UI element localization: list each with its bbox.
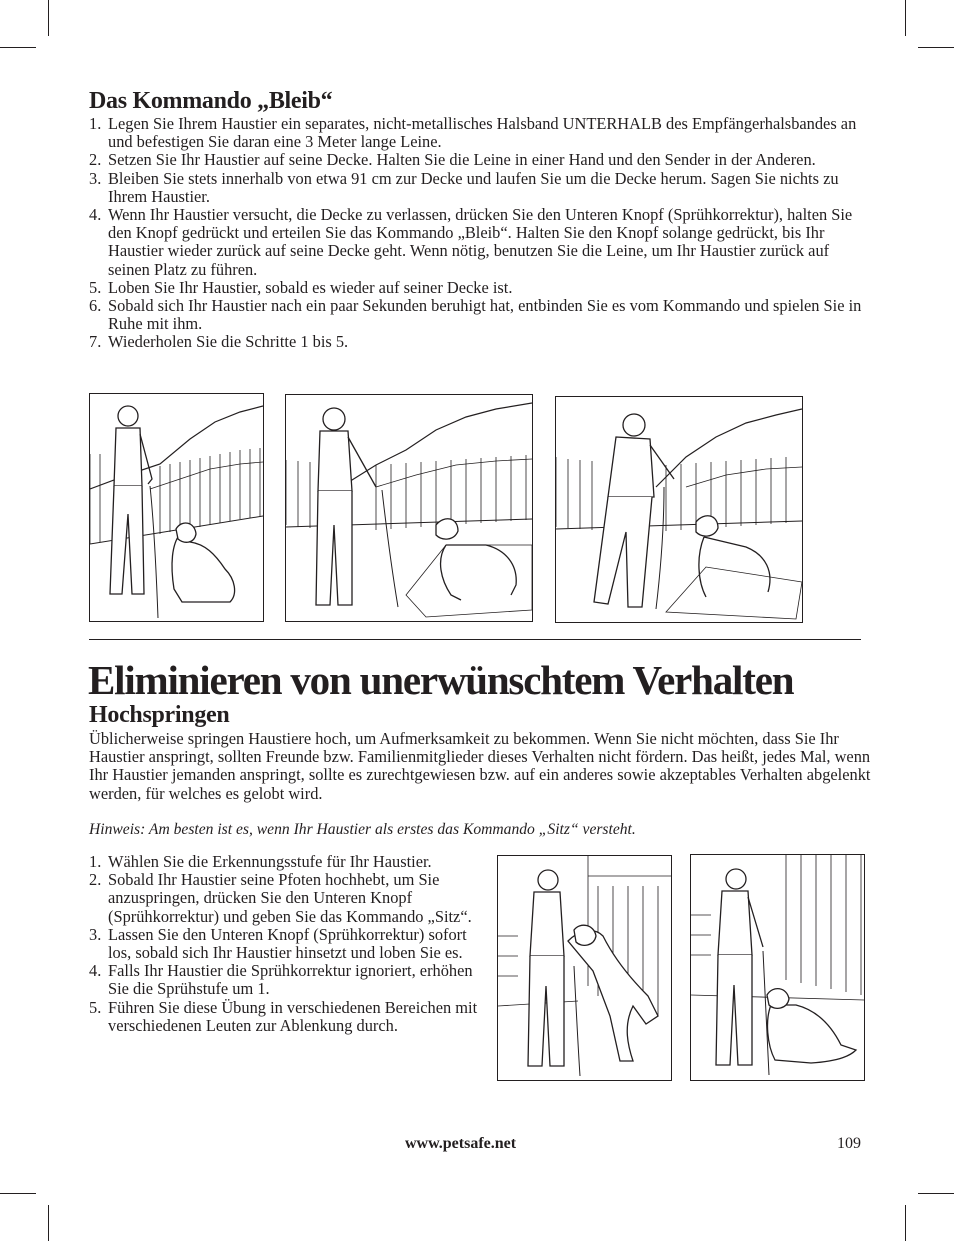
page-number: 109 bbox=[837, 1135, 861, 1152]
list-item bbox=[89, 206, 869, 279]
step-text: Wiederholen Sie die Schritte 1 bis 5. bbox=[108, 332, 349, 352]
list-item bbox=[89, 151, 869, 169]
illustration-stay-2 bbox=[285, 394, 533, 622]
list-item bbox=[89, 279, 869, 297]
subheading-hochspringen: Hochspringen bbox=[89, 702, 230, 728]
list-item bbox=[89, 926, 484, 962]
crop-mark bbox=[905, 0, 906, 36]
step-number: 2. bbox=[89, 870, 102, 890]
intro-paragraph: Üblicherweise springen Haustiere hoch, um Aufmerksamkeit zu bekommen. Wenn Sie nicht möchten, dass Sie Ihr Haustier anspringt, sollten Freunde bzw. Familienmitglieder dieses Verhalten nicht fördern. Das heißt, jedes Mal, wenn Ihr Haustier jemanden anspringt, sollte es zurechtgewiesen bzw. auf ein anderes sowie akzeptables Verhalten abgelenkt werden, für welches es gelobt wird. bbox=[89, 729, 871, 803]
step-number: 1. bbox=[89, 114, 102, 133]
step-text: Setzen Sie Ihr Haustier auf seine Decke. Halten Sie die Leine in einer Hand und den Sender in der Anderen. bbox=[108, 150, 816, 170]
list-item bbox=[89, 333, 869, 351]
crop-mark bbox=[0, 47, 36, 48]
crop-mark bbox=[48, 0, 49, 36]
list-item bbox=[89, 871, 484, 926]
page-title: Eliminieren von unerwünschtem Verhalten bbox=[88, 657, 794, 703]
step-number: 5. bbox=[89, 277, 102, 297]
step-text: Legen Sie Ihrem Haustier ein separates, nicht-metallisches Halsband UNTERHALB des Empfängerhalsbandes an und befestigen Sie daran eine 3 Meter lange Leine. bbox=[108, 114, 857, 152]
crop-mark bbox=[905, 1205, 906, 1241]
step-text: Bleiben Sie stets innerhalb von etwa 91 cm zur Decke und laufen Sie um die Decke herum. Sagen Sie nichts zu Ihrem Haustier. bbox=[108, 168, 839, 206]
list-item bbox=[89, 297, 869, 333]
illustration-stay-3 bbox=[555, 396, 803, 623]
step-text: Führen Sie diese Übung in verschiedenen Bereichen mit verschiedenen Leuten zur Ablenkung durch. bbox=[108, 997, 478, 1035]
step-number: 4. bbox=[89, 961, 102, 981]
step-number: 4. bbox=[89, 205, 102, 225]
illustration-jump-2 bbox=[690, 854, 865, 1081]
bleib-steps-list bbox=[89, 115, 869, 352]
list-item bbox=[89, 853, 484, 871]
step-number: 2. bbox=[89, 150, 102, 170]
step-number: 3. bbox=[89, 168, 102, 188]
step-number: 3. bbox=[89, 924, 102, 944]
crop-mark bbox=[48, 1205, 49, 1241]
step-text: Loben Sie Ihr Haustier, sobald es wieder auf seiner Decke ist. bbox=[108, 277, 513, 297]
step-text: Lassen Sie den Unteren Knopf (Sprühkorrektur) sofort los, sobald sich Ihr Haustier hinsetzt und loben Sie es. bbox=[108, 924, 467, 963]
step-text: Sobald sich Ihr Haustier nach ein paar Sekunden beruhigt hat, entbinden Sie es vom Kommando und spielen Sie in Ruhe mit ihm. bbox=[108, 296, 862, 334]
step-number: 6. bbox=[89, 296, 102, 316]
list-item bbox=[89, 115, 869, 151]
list-item bbox=[89, 962, 484, 998]
list-item bbox=[89, 170, 869, 206]
hint-note: Hinweis: Am besten ist es, wenn Ihr Haustier als erstes das Kommando „Sitz“ versteht. bbox=[89, 821, 636, 838]
list-item bbox=[89, 999, 484, 1035]
step-number: 1. bbox=[89, 852, 102, 871]
crop-mark bbox=[918, 1193, 954, 1194]
crop-mark bbox=[918, 47, 954, 48]
footer-url: www.petsafe.net bbox=[405, 1135, 517, 1152]
step-text: Wenn Ihr Haustier versucht, die Decke zu verlassen, drücken Sie den Unteren Knopf (Sprühkorrektur), halten Sie den Knopf gedrückt und erteilen Sie das Kommando „Bleib“. Halten Sie den Knopf solange gedrückt, bis Ihr Haustier wieder zurück auf seine Decke geht. Wenn nötig, benutzen Sie die Leine, um Ihr Haustier zurück auf seinen Platz zu führen. bbox=[108, 205, 853, 279]
step-number: 7. bbox=[89, 332, 102, 352]
crop-mark bbox=[0, 1193, 36, 1194]
illustration-stay-1 bbox=[89, 393, 264, 622]
section-divider bbox=[89, 639, 861, 640]
step-text: Sobald Ihr Haustier seine Pfoten hochhebt, um Sie anzuspringen, drücken Sie den Unteren Knopf (Sprühkorrektur) und geben Sie das Kommando „Sitz“. bbox=[108, 870, 472, 926]
jump-steps-list bbox=[89, 853, 484, 1035]
step-text: Falls Ihr Haustier die Sprühkorrektur ignoriert, erhöhen Sie die Sprühstufe um 1. bbox=[108, 961, 473, 999]
step-number: 5. bbox=[89, 997, 102, 1017]
step-text: Wählen Sie die Erkennungsstufe für Ihr Haustier. bbox=[108, 852, 432, 871]
illustration-jump-1 bbox=[497, 855, 672, 1081]
section-heading-bleib: Das Kommando „Bleib“ bbox=[89, 88, 333, 114]
